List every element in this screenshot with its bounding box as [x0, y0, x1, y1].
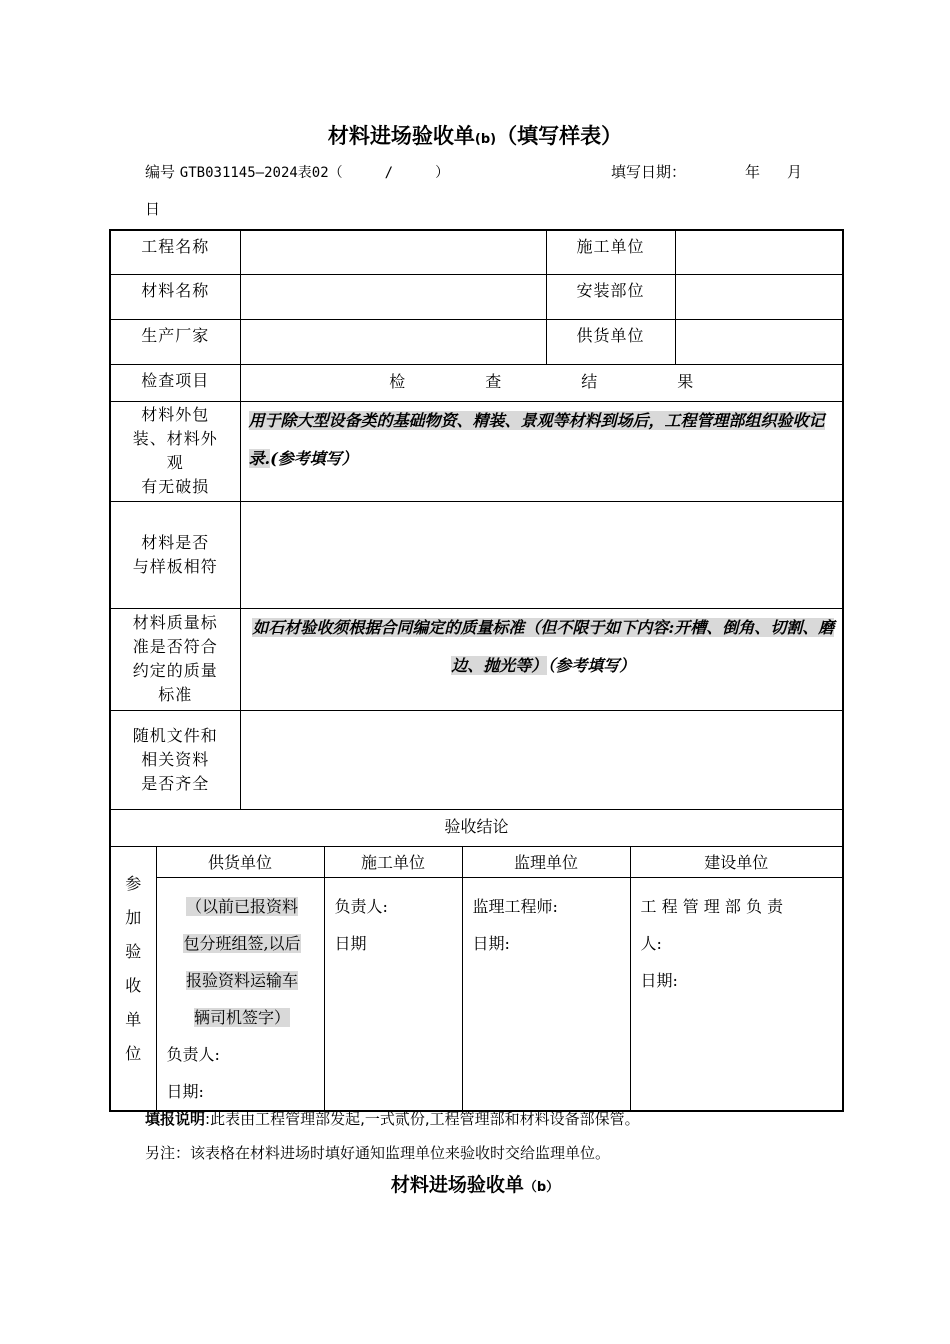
material-name-field[interactable]: [240, 274, 546, 319]
check-row-sample-match: [110, 501, 843, 608]
manufacturer-label: 生产厂家: [110, 319, 240, 364]
label-line: 有无破损: [141, 477, 210, 496]
packaging-hint-suffix: (参考填写）: [270, 448, 358, 468]
code-label: 编号: [145, 163, 176, 181]
supplier-date: 日期:: [166, 1081, 204, 1101]
side-char: 位: [125, 1043, 142, 1063]
construction-responsible: 负责人:: [334, 896, 388, 916]
side-char: 加: [125, 907, 142, 927]
title-main: 材料进场验收单: [327, 124, 475, 148]
material-name-label: 材料名称: [110, 274, 240, 319]
quality-standard-hint-suffix: （参考填写）: [547, 655, 636, 675]
construction-date: 日期: [334, 933, 367, 953]
label-line: 与样板相符: [132, 556, 218, 576]
quality-standard-result-field[interactable]: [240, 608, 843, 710]
bottom-title-main: 材料进场验收单: [390, 1174, 524, 1196]
fill-instructions-text: :此表由工程管理部发起,一式贰份,工程管理部和材料设备部保管。: [205, 1110, 640, 1128]
supplier-note-line: 包分班组签,以后: [183, 933, 301, 953]
construction-unit-header: 施工单位: [324, 846, 462, 877]
install-location-label: 安装部位: [546, 274, 675, 319]
construction-unit-label: 施工单位: [546, 230, 675, 274]
fill-instructions-label: 填报说明: [145, 1110, 206, 1128]
packaging-result-field[interactable]: [240, 401, 843, 501]
sample-match-label: [110, 501, 240, 608]
owner-unit-header: 建设单位: [630, 846, 843, 877]
label-line: 观: [166, 453, 184, 472]
documents-label: [110, 710, 240, 809]
check-result-header: [240, 364, 843, 401]
project-name-field[interactable]: [240, 230, 546, 274]
label-line: 材料质量标: [132, 613, 218, 632]
participants-header-row: [110, 846, 843, 877]
check-result-char: 果: [677, 371, 694, 391]
supplier-responsible: 负责人:: [166, 1044, 220, 1064]
check-row-documents: [110, 710, 843, 809]
fill-instructions: [145, 1108, 640, 1129]
label-line: 准是否符合: [132, 637, 218, 656]
construction-sign-cell[interactable]: [324, 877, 462, 1111]
owner-responsible-line2: 人:: [640, 933, 662, 953]
check-row-quality-standard: [110, 608, 843, 710]
supplier-label: 供货单位: [546, 319, 675, 364]
project-name-label: 工程名称: [110, 230, 240, 274]
documents-result-field[interactable]: [240, 710, 843, 809]
check-result-char: 检: [389, 371, 406, 391]
supplier-field[interactable]: [675, 319, 843, 364]
supplier-note-line: 报验资料运输车: [186, 970, 299, 990]
conclusion-row: [110, 809, 843, 846]
quality-standard-label: [110, 608, 240, 710]
supervision-date: 日期:: [472, 933, 510, 953]
supervision-unit-header: 监理单位: [462, 846, 630, 877]
form-row-project: [110, 230, 843, 274]
form-row-manufacturer: [110, 319, 843, 364]
participants-side-label: [110, 846, 156, 1111]
install-location-field[interactable]: [675, 274, 843, 319]
form-row-check-header: [110, 364, 843, 401]
bottom-title: [0, 1170, 950, 1197]
label-line: 随机文件和: [132, 725, 218, 745]
participants-sign-row: [110, 877, 843, 1111]
packaging-label: [110, 401, 240, 501]
label-line: 材料外包: [141, 405, 210, 424]
label-line: 装、材料外: [132, 429, 218, 448]
owner-sign-cell[interactable]: [630, 877, 843, 1111]
label-line: 材料是否: [141, 532, 210, 552]
manufacturer-field[interactable]: [240, 319, 546, 364]
side-char: 收: [125, 975, 142, 995]
owner-responsible-line1: 工 程 管 理 部 负 责: [640, 896, 784, 916]
quality-standard-hint: 如石材验收须根据合同编定的质量标准（但不限于如下内容:开槽、倒角、切割、磨边、抛光等）: [252, 617, 835, 675]
title-suffix: (b): [474, 132, 497, 147]
sample-match-result-field[interactable]: [240, 501, 843, 608]
check-row-packaging: [110, 401, 843, 501]
supervision-sign-cell[interactable]: [462, 877, 630, 1111]
check-item-label: 检查项目: [110, 364, 240, 401]
date-year: 年: [745, 163, 761, 181]
check-result-char: 结: [581, 371, 598, 391]
label-line: 标准: [158, 685, 193, 704]
label-line: 约定的质量: [132, 661, 218, 680]
conclusion-label: 验收结论: [110, 809, 843, 846]
extra-note: 另注：该表格在材料进场时填好通知监理单位来验收时交给监理单位。: [145, 1144, 611, 1162]
side-char: 验: [125, 941, 142, 961]
bottom-title-suffix: （b）: [523, 1180, 560, 1195]
supplier-unit-header: 供货单位: [156, 846, 324, 877]
supplier-note-line: （以前已报资料: [186, 896, 299, 916]
supplier-note-line: 辆司机签字）: [194, 1007, 291, 1027]
acceptance-form: [109, 229, 844, 1112]
construction-unit-field[interactable]: [675, 230, 843, 274]
packaging-hint: 用于除大型设备类的基础物资、精装、景观等材料到场后，工程管理部组织验收记录.: [248, 410, 825, 468]
side-char: 参: [125, 873, 142, 893]
date-label: 填写日期：: [611, 163, 687, 181]
supervision-engineer: 监理工程师:: [472, 896, 558, 916]
check-result-char: 查: [485, 371, 502, 391]
supplier-sign-cell[interactable]: [156, 877, 324, 1111]
code-value: GTB031145—2024表02（ / ）: [179, 165, 450, 181]
label-line: 是否齐全: [141, 773, 210, 793]
page-title: [0, 120, 950, 150]
code-line: [145, 161, 449, 182]
title-sample: （填写样表）: [496, 124, 623, 148]
owner-date: 日期:: [640, 970, 678, 990]
date-month: 月: [787, 163, 803, 181]
side-char: 单: [125, 1009, 142, 1029]
label-line: 相关资料: [141, 749, 210, 769]
form-row-material: [110, 274, 843, 319]
date-day: 日: [145, 200, 161, 218]
